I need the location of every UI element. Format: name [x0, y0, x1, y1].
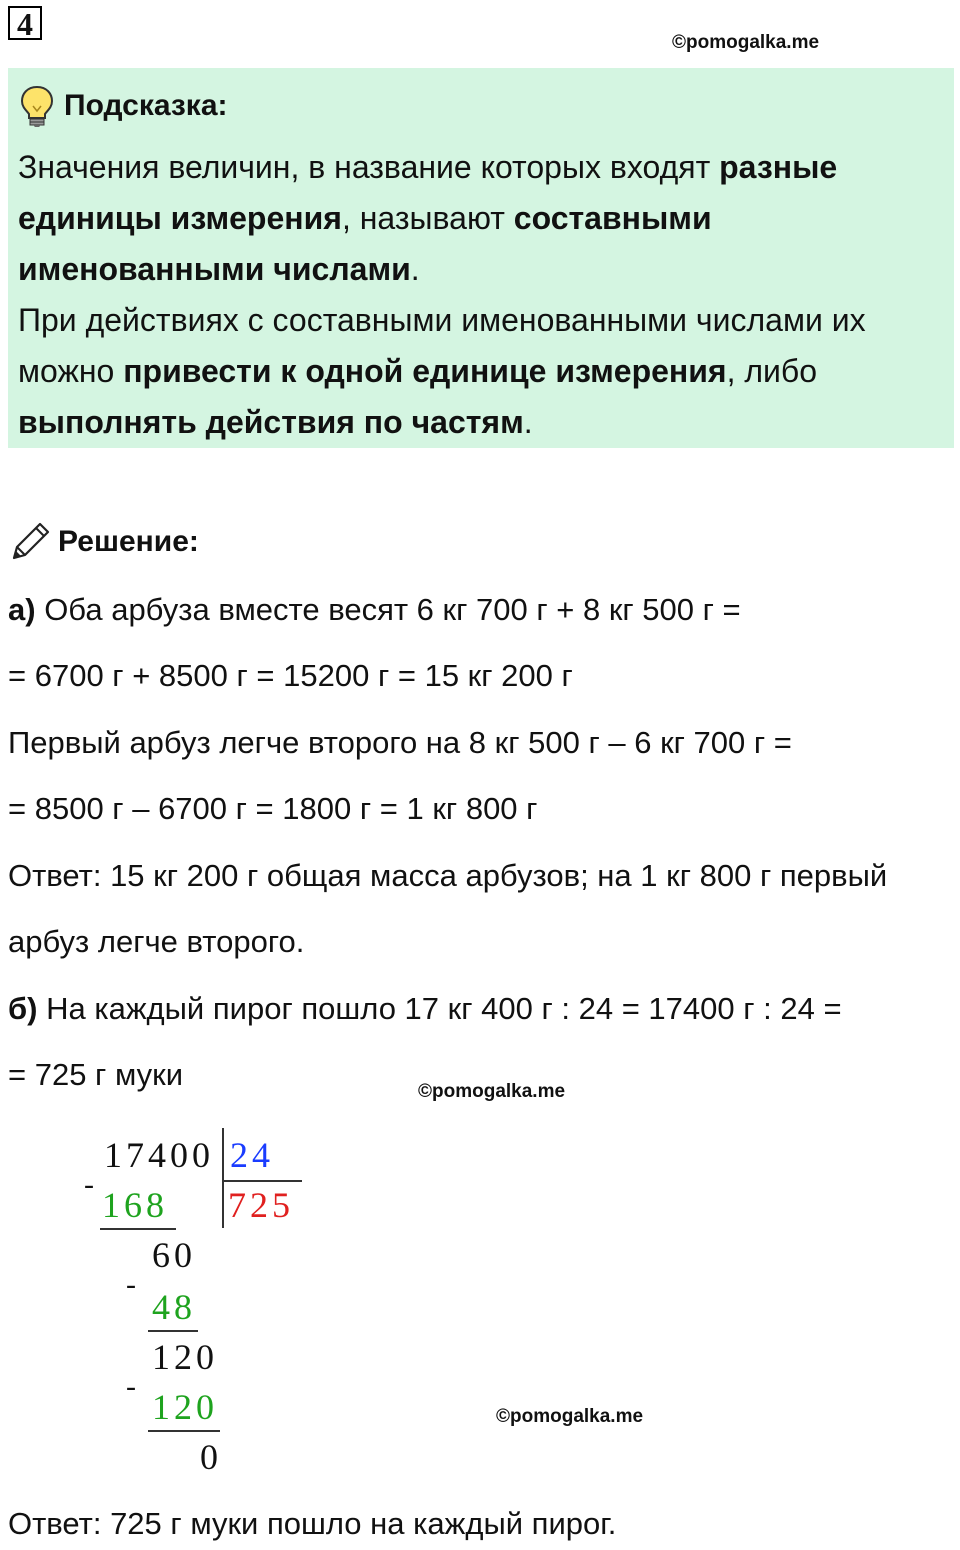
minus-sign: - — [126, 1370, 136, 1403]
long-division — [80, 1128, 320, 1478]
watermark: ©pomogalka.me — [672, 32, 820, 53]
hint-title-text: Подсказка: — [64, 89, 228, 122]
hint-box — [8, 68, 954, 448]
solution-title-text: Решение: — [58, 525, 199, 558]
division-step2-subtrahend: 48 — [152, 1287, 196, 1327]
division-divisor: 24 — [230, 1135, 274, 1175]
solution-a-answer-2: арбуз легче второго. — [8, 924, 305, 959]
division-dividend: 17400 — [104, 1135, 214, 1175]
division-divisor-underline — [224, 1180, 302, 1182]
division-step2-line — [148, 1330, 198, 1332]
lightbulb-icon — [18, 84, 56, 128]
division-step3-remainder: 120 — [152, 1337, 218, 1377]
division-quotient: 725 — [228, 1185, 294, 1225]
solution-a-line-3: Первый арбуз легче второго на 8 кг 500 г – 6 кг 700 г = — [8, 725, 792, 760]
solution-a-line-4: = 8500 г – 6700 г = 1800 г = 1 кг 800 г — [8, 791, 538, 826]
watermark: ©pomogalka.me — [418, 1081, 566, 1102]
minus-sign: - — [84, 1168, 94, 1201]
pencil-icon — [8, 520, 52, 564]
division-step3-line — [148, 1430, 220, 1432]
division-vertical-line — [222, 1128, 224, 1228]
division-step3-subtrahend: 120 — [152, 1387, 218, 1427]
solution-a-line-2: = 6700 г + 8500 г = 15200 г = 15 кг 200 г — [8, 658, 573, 693]
division-step1-subtrahend: 168 — [102, 1185, 168, 1225]
hint-paragraph-1: Значения величин, в название которых входят разные единицы измерения, называют составными именованными числами. При действиях с составными именованными числами их можно привести к одной единице измерения, либо выполнять действия по частям. — [18, 149, 866, 440]
solution-title — [8, 520, 199, 564]
division-step2-remainder: 60 — [152, 1235, 196, 1275]
solution-b-line-2: = 725 г муки — [8, 1057, 184, 1092]
division-final-remainder: 0 — [200, 1437, 222, 1477]
division-step1-line — [100, 1228, 176, 1230]
minus-sign: - — [126, 1268, 136, 1301]
task-number: 4 — [8, 6, 42, 40]
hint-title — [18, 80, 944, 132]
solution-b-answer: Ответ: 725 г муки пошло на каждый пирог. — [8, 1506, 617, 1541]
solution-a-answer-1: Ответ: 15 кг 200 г общая масса арбузов; на 1 кг 800 г первый — [8, 858, 888, 893]
watermark: ©pomogalka.me — [496, 1406, 644, 1427]
solution-a-line-1: а) Оба арбуза вместе весят 6 кг 700 г + 8 кг 500 г = — [8, 592, 741, 627]
solution-b-line-1: б) На каждый пирог пошло 17 кг 400 г : 24 = 17400 г : 24 = — [8, 991, 842, 1026]
